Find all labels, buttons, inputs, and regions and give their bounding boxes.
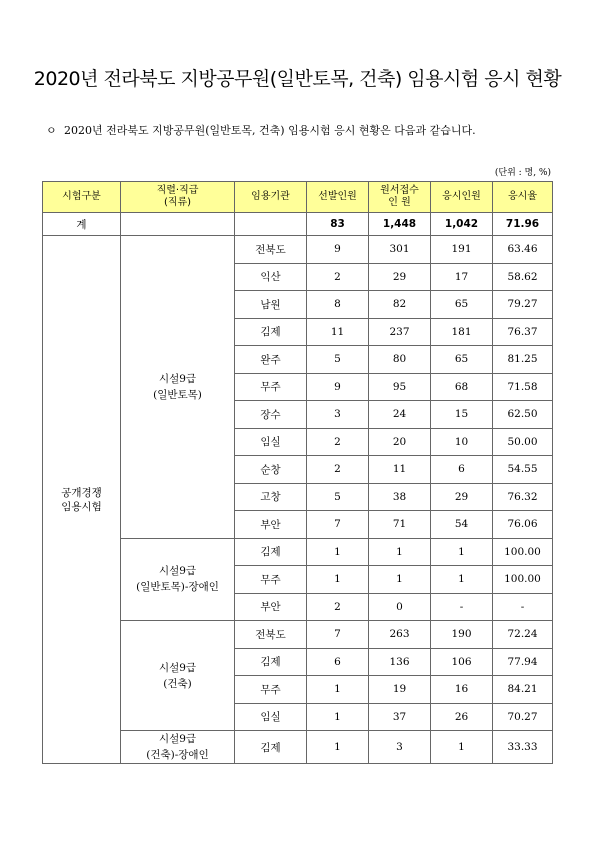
agency-cell: 전북도 [235,621,307,649]
rate-cell: 100.00 [493,566,553,594]
total-blank-rank [121,213,235,236]
rank-cell: 시설9급 (일반토목) [121,236,235,539]
attended-cell: 68 [431,373,493,401]
attended-cell: 181 [431,318,493,346]
attended-cell: 16 [431,676,493,704]
applied-cell: 37 [369,703,431,731]
total-rate: 71.96 [493,213,553,236]
header-row [43,182,553,213]
agency-cell: 부안 [235,511,307,539]
applied-cell: 19 [369,676,431,704]
attended-cell: 54 [431,511,493,539]
agency-cell: 김제 [235,538,307,566]
applied-cell: 71 [369,511,431,539]
total-row [43,213,553,236]
agency-cell: 김제 [235,318,307,346]
rate-cell: 62.50 [493,401,553,429]
agency-cell: 순창 [235,456,307,484]
applied-cell: 1 [369,566,431,594]
attended-cell: 190 [431,621,493,649]
attended-cell: 191 [431,236,493,264]
header-category: 시험구분 [43,182,121,213]
agency-cell: 임실 [235,703,307,731]
intro-paragraph [46,122,476,138]
applied-cell: 3 [369,731,431,764]
applied-cell: 136 [369,648,431,676]
rate-cell: 63.46 [493,236,553,264]
rate-cell: 100.00 [493,538,553,566]
agency-cell: 남원 [235,291,307,319]
rate-cell: 84.21 [493,676,553,704]
rate-cell: - [493,593,553,621]
rate-cell: 50.00 [493,428,553,456]
rate-cell: 81.25 [493,346,553,374]
applied-cell: 301 [369,236,431,264]
agency-cell: 임실 [235,428,307,456]
total-label: 계 [43,213,121,236]
header-agency: 임용기관 [235,182,307,213]
intro-text: 2020년 전라북도 지방공무원(일반토목, 건축) 임용시험 응시 현황은 다음과 같습니다. [64,124,476,137]
exam-status-table [42,181,553,764]
attended-cell: 17 [431,263,493,291]
rate-cell: 58.62 [493,263,553,291]
selected-cell: 2 [307,456,369,484]
category-cell: 공개경쟁 임용시험 [43,236,121,764]
rate-cell: 33.33 [493,731,553,764]
page-title: 2020년 전라북도 지방공무원(일반토목, 건축) 임용시험 응시 현황 [33,68,562,90]
selected-cell: 6 [307,648,369,676]
selected-cell: 9 [307,373,369,401]
applied-cell: 263 [369,621,431,649]
rank-cell: 시설9급 (건축)-장애인 [121,731,235,764]
attended-cell: 1 [431,731,493,764]
total-attended: 1,042 [431,213,493,236]
rate-cell: 76.37 [493,318,553,346]
attended-cell: 1 [431,566,493,594]
agency-cell: 전북도 [235,236,307,264]
attended-cell: 65 [431,291,493,319]
rate-cell: 70.27 [493,703,553,731]
selected-cell: 2 [307,593,369,621]
agency-cell: 부안 [235,593,307,621]
attended-cell: 29 [431,483,493,511]
selected-cell: 7 [307,621,369,649]
attended-cell: 1 [431,538,493,566]
selected-cell: 8 [307,291,369,319]
applied-cell: 80 [369,346,431,374]
total-applied: 1,448 [369,213,431,236]
selected-cell: 7 [307,511,369,539]
unit-note: (단위 : 명, %) [494,168,551,178]
attended-cell: 6 [431,456,493,484]
agency-cell: 무주 [235,373,307,401]
attended-cell: 26 [431,703,493,731]
applied-cell: 1 [369,538,431,566]
applied-cell: 237 [369,318,431,346]
rate-cell: 79.27 [493,291,553,319]
rank-cell: 시설9급 (일반토목)-장애인 [121,538,235,621]
applied-cell: 0 [369,593,431,621]
rate-cell: 54.55 [493,456,553,484]
rate-cell: 71.58 [493,373,553,401]
agency-cell: 장수 [235,401,307,429]
selected-cell: 3 [307,401,369,429]
header-attended: 응시인원 [431,182,493,213]
selected-cell: 5 [307,483,369,511]
bullet-icon: ㅇ [46,124,57,137]
applied-cell: 20 [369,428,431,456]
selected-cell: 11 [307,318,369,346]
selected-cell: 9 [307,236,369,264]
selected-cell: 1 [307,566,369,594]
applied-cell: 29 [369,263,431,291]
selected-cell: 1 [307,676,369,704]
rank-cell: 시설9급 (건축) [121,621,235,731]
rate-cell: 72.24 [493,621,553,649]
agency-cell: 완주 [235,346,307,374]
rate-cell: 76.06 [493,511,553,539]
total-selected: 83 [307,213,369,236]
attended-cell: 15 [431,401,493,429]
agency-cell: 무주 [235,676,307,704]
attended-cell: 65 [431,346,493,374]
selected-cell: 5 [307,346,369,374]
rate-cell: 77.94 [493,648,553,676]
selected-cell: 1 [307,538,369,566]
applied-cell: 38 [369,483,431,511]
agency-cell: 김제 [235,731,307,764]
selected-cell: 2 [307,428,369,456]
header-rank: 직렬·직급 (직류) [121,182,235,213]
selected-cell: 1 [307,731,369,764]
total-blank-agency [235,213,307,236]
header-applied: 원서접수 인 원 [369,182,431,213]
selected-cell: 2 [307,263,369,291]
header-rate: 응시율 [493,182,553,213]
header-selected: 선발인원 [307,182,369,213]
attended-cell: 106 [431,648,493,676]
agency-cell: 고창 [235,483,307,511]
agency-cell: 무주 [235,566,307,594]
table-row [43,236,553,264]
applied-cell: 11 [369,456,431,484]
attended-cell: - [431,593,493,621]
agency-cell: 김제 [235,648,307,676]
attended-cell: 10 [431,428,493,456]
applied-cell: 95 [369,373,431,401]
agency-cell: 익산 [235,263,307,291]
rate-cell: 76.32 [493,483,553,511]
applied-cell: 24 [369,401,431,429]
applied-cell: 82 [369,291,431,319]
selected-cell: 1 [307,703,369,731]
